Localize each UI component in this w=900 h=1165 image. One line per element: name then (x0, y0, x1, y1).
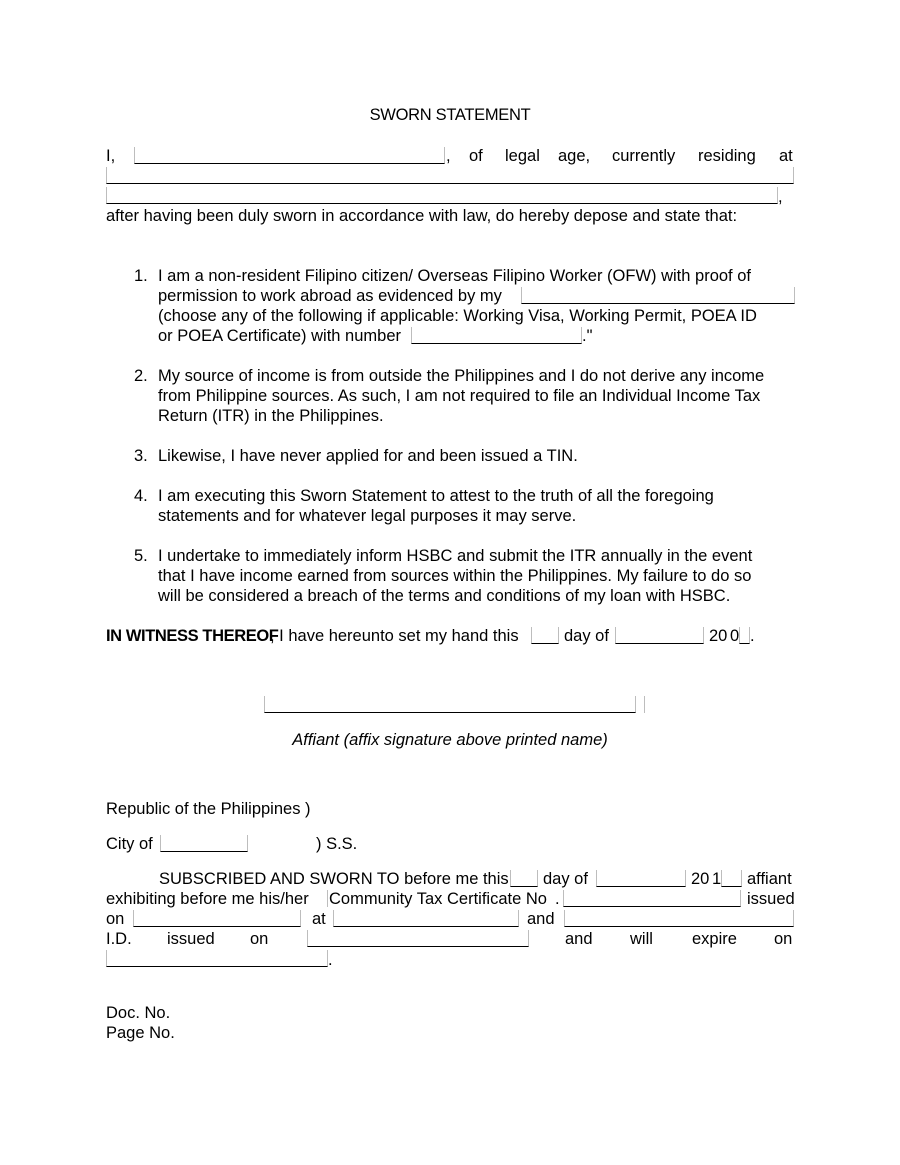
and-label: and (527, 910, 555, 928)
subscribed-affiant: affiant (747, 870, 792, 888)
address-field-line2[interactable] (106, 187, 778, 204)
expiry-period: . (328, 951, 333, 969)
item-1-line4: or POEA Certificate) with number (158, 327, 402, 345)
intro-i: I, (106, 147, 116, 165)
depose-line: after having been duly sworn in accordance with law, do hereby depose and state that: (106, 207, 738, 225)
ctc-number-field[interactable] (563, 890, 741, 907)
witness-year-prefix: 20 (709, 627, 728, 645)
page-no-label: Page No. (106, 1024, 175, 1042)
subscribed-year-field[interactable] (721, 870, 742, 887)
intro-word-of: of (469, 147, 483, 165)
id-label: I.D. (106, 930, 132, 948)
id-expiry-date-field[interactable] (106, 950, 328, 967)
doc-no-label: Doc. No. (106, 1004, 171, 1022)
id-on-label: on (250, 930, 269, 948)
name-field[interactable] (134, 147, 445, 164)
witness-month-field[interactable] (615, 627, 704, 644)
ctc-period: . (555, 890, 560, 908)
ctc-mark (327, 890, 328, 907)
id-will-label: will (630, 930, 653, 948)
intro-comma: , (446, 147, 451, 165)
republic-line: Republic of the Philippines ) (106, 800, 311, 818)
subscribed-day-of: day of (543, 870, 588, 888)
witness-text: , I have hereunto set my hand this (270, 627, 519, 645)
item-2-number: 2. (134, 367, 148, 385)
witness-heading: IN WITNESS THEREOF (106, 627, 279, 645)
intro-word-at: at (779, 147, 793, 165)
subscribed-month-field[interactable] (596, 870, 686, 887)
item-5-line1: I undertake to immediately inform HSBC and submit the ITR annually in the event (158, 547, 753, 565)
intro-word-currently: currently (612, 147, 676, 165)
city-field[interactable] (160, 835, 248, 852)
document-number-field[interactable] (411, 327, 582, 344)
id-issued-date-field[interactable] (307, 930, 529, 947)
issued-at-field[interactable] (333, 910, 519, 927)
item-2-line3: Return (ITR) in the Philippines. (158, 407, 384, 425)
exhibiting-text: exhibiting before me his/her (106, 890, 309, 908)
id-field[interactable] (564, 910, 794, 927)
page-title: SWORN STATEMENT (369, 106, 531, 124)
subscribed-year-prefix: 20 (691, 870, 710, 888)
ctc-issued: issued (747, 890, 795, 908)
ss-label: ) S.S. (316, 835, 358, 853)
witness-day-field[interactable] (531, 627, 559, 644)
item-1-line3: (choose any of the following if applicable: Working Visa, Working Permit, POEA ID (158, 307, 757, 325)
item-1-line2: permission to work abroad as evidenced by my (158, 287, 502, 305)
id-expire-label: expire (692, 930, 737, 948)
id-expire-on-label: on (774, 930, 793, 948)
affiant-caption: Affiant (affix signature above printed name) (292, 731, 608, 749)
city-of-label: City of (106, 835, 153, 853)
item-1-line4-end: ." (582, 327, 593, 345)
item-3-number: 3. (134, 447, 148, 465)
item-4-line2: statements and for whatever legal purposes it may serve. (158, 507, 577, 525)
id-issued-label: issued (167, 930, 215, 948)
issued-on-field[interactable] (133, 910, 301, 927)
id-and-label: and (565, 930, 593, 948)
intro-word-age: age, (558, 147, 591, 165)
item-1-number: 1. (134, 267, 148, 285)
witness-year-field[interactable] (739, 627, 750, 644)
item-4-line1: I am executing this Sworn Statement to attest to the truth of all the foregoing (158, 487, 714, 505)
witness-day-of: day of (564, 627, 609, 645)
witness-year-digit: 0 (730, 627, 740, 645)
on-label: on (106, 910, 125, 928)
intro-word-residing: residing (698, 147, 756, 165)
item-3-line1: Likewise, I have never applied for and been issued a TIN. (158, 447, 578, 465)
signature-field-end-mark (644, 696, 645, 713)
intro-word-legal: legal (505, 147, 540, 165)
item-5-line3: will be considered a breach of the terms and conditions of my loan with HSBC. (158, 587, 731, 605)
item-4-number: 4. (134, 487, 148, 505)
at-label: at (312, 910, 326, 928)
proof-document-field[interactable] (521, 287, 795, 304)
subscribed-year-digit: 1 (712, 870, 722, 888)
item-2-line2: from Philippine sources. As such, I am not required to file an Individual Income Tax (158, 387, 761, 405)
subscribed-day-field[interactable] (510, 870, 538, 887)
address-field-line1[interactable] (106, 167, 794, 184)
item-5-number: 5. (134, 547, 148, 565)
subscribed-text: SUBSCRIBED AND SWORN TO before me this (159, 870, 509, 888)
item-1-line1: I am a non-resident Filipino citizen/ Overseas Filipino Worker (OFW) with proof of (158, 267, 751, 285)
item-5-line2: that I have income earned from sources within the Philippines. My failure to do so (158, 567, 752, 585)
item-2-line1: My source of income is from outside the Philippines and I do not derive any income (158, 367, 765, 385)
address-trailing-comma: , (778, 188, 783, 206)
affiant-signature-field[interactable] (264, 696, 636, 713)
witness-period: . (750, 627, 755, 645)
ctc-text: Community Tax Certificate No (329, 890, 547, 908)
